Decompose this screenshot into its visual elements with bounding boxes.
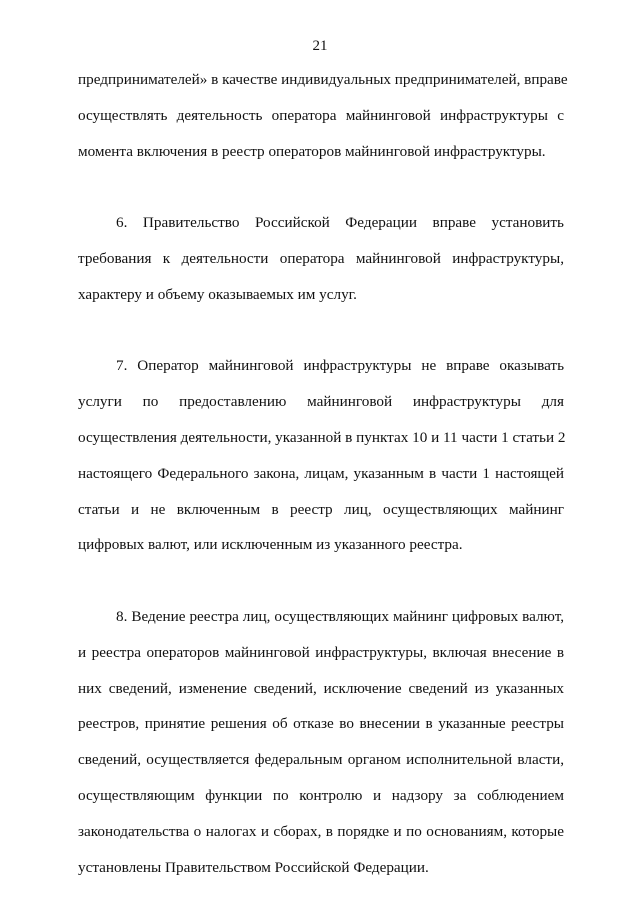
text-line: и реестра операторов майнинговой инфраструктуры, включая внесение в [78, 643, 564, 661]
text-line: настоящего Федерального закона, лицам, указанным в части 1 настоящей [78, 464, 564, 482]
text-line: осуществлять деятельность оператора майнинговой инфраструктуры с [78, 106, 564, 124]
text-line: реестров, принятие решения об отказе во внесении в указанные реестры [78, 715, 564, 733]
text-line: законодательства о налогах и сборах, в порядке и по основаниям, которые [78, 822, 564, 840]
text-line: характеру и объему оказываемых им услуг. [78, 285, 357, 303]
paragraph-gap [78, 169, 564, 205]
text-line: установлены Правительством Российской Федерации. [78, 858, 429, 876]
text-line: осуществляющим функции по контролю и надзору за соблюдением [78, 786, 564, 804]
text-line: услуги по предоставлению майнинговой инфраструктуры для [78, 393, 564, 411]
text-line: предпринимателей» в качестве индивидуальных предпринимателей, вправе [78, 71, 568, 88]
text-line: 8. Ведение реестра лиц, осуществляющих майнинг цифровых валют, [116, 607, 564, 625]
text-line: момента включения в реестр операторов майнинговой инфраструктуры. [78, 142, 546, 160]
text-line: требования к деятельности оператора майнинговой инфраструктуры, [78, 249, 564, 267]
text-line: сведений, осуществляется федеральным органом исполнительной власти, [78, 751, 564, 769]
text-line: осуществления деятельности, указанной в пунктах 10 и 11 части 1 статьи 2 [78, 428, 566, 446]
text-line: 6. Правительство Российской Федерации вправе установить [116, 214, 564, 232]
text-line: статьи и не включенным в реестр лиц, осуществляющих майнинг [78, 500, 564, 518]
paragraph-gap [78, 563, 564, 599]
page-number: 21 [312, 38, 328, 54]
text-line: цифровых валют, или исключенным из указанного реестра. [78, 536, 463, 554]
document-body [78, 62, 568, 885]
text-line: 7. Оператор майнинговой инфраструктуры не вправе оказывать [116, 357, 564, 375]
paragraph-gap [78, 313, 564, 349]
text-line: них сведений, изменение сведений, исключение сведений из указанных [78, 679, 564, 697]
